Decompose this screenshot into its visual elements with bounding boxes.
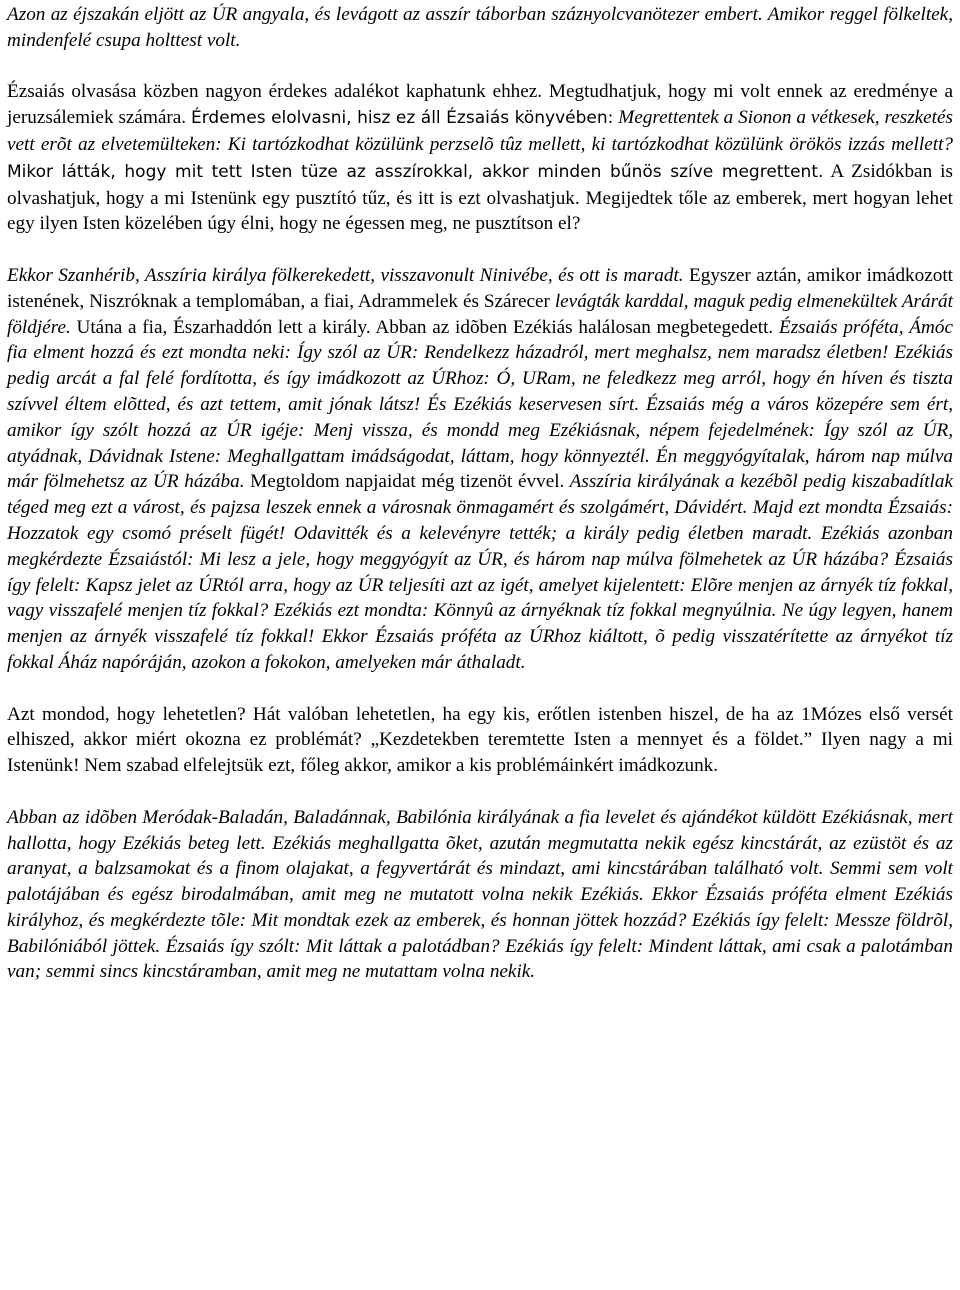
paragraph-1-text: Azon az éjszakán eljött az ÚR angyala, és levágott az asszír táborban százнyolcvanötezer embert. Amikor reggel fölkeltek, mindenfelé csupa holttest volt. (7, 4, 953, 51)
paragraph-3-text-h: Asszíria királyának a kezébõl pedig kiszabadítlak téged meg ezt a várost, és pajzsa leszek ennek a városnak önmagamért és szolgámért, Dávidért. Majd ezt mondta Ézsaiás: Hozzatok egy csomó préselt fügét! Odavitték és a kelevényre tették; a király pedig életben maradt. Ezékiás azonban megkérdezte Ézsaiástól: Mi lesz a jele, hogy meggyógyít az ÚR, és három nap múlva fölmehetek az ÚR házába? Ézsaiás így felelt: Kapsz jelet az ÚRtól arra, hogy az ÚR teljesíti azt az igét, amelyet kijelentett: Elõre menjen az árnyék tíz fokkal, vagy visszafelé menjen tíz fokkal? Ezékiás ezt mondta: Könnyû az árnyéknak tíz fokkal megnyúlnia. Ne úgy legyen, hanem menjen az árnyék visszafelé tíz fokkal! Ekkor Ézsaiás próféta az ÚRhoz kiáltott, õ pedig visszatérítette az árnyékot tíz fokkal Áház napóráján, azokon a fokokon, amelyeken már áthaladt. (7, 471, 953, 673)
paragraph-4 (7, 702, 953, 779)
paragraph-3-text-b: Egyszer aztán, amikor imádkozott istenének, Niszróknak a templomában, a fiai, Adrammelek és Szárecer (7, 264, 953, 312)
paragraph-3-text-g: Megtoldom napjaidat még tizenöt évvel. (244, 471, 565, 493)
paragraph-3-text-d: Utána a fia, Észarhaddón lett a király. Abban az idõben Ezékiás halálosan megbetegedett. (70, 316, 774, 338)
paragraph-gap (7, 237, 953, 263)
paragraph-2-text-c: Mikor látták, hogy mit tett Isten tüze az asszírokkal, akkor minden bűnös szíve megrettent. (7, 161, 824, 182)
paragraph-gap (7, 779, 953, 805)
paragraph-5 (7, 805, 953, 986)
paragraph-gap (7, 54, 953, 80)
paragraph-2-text-d: A Zsidókban is olvashatjuk, hogy a mi Istenünk egy pusztító tűz, és itt is ezt olvashatjuk. Megijedtek tőle az emberek, mert hogyan lehet egy ilyen Isten közelében úgy élni, hogy ne égessen meg, ne pusztítson el? (7, 160, 953, 235)
paragraph-3-text-f: Ezékiás pedig arcát a fal felé fordította, és így imádkozott az ÚRhoz: Ó, URam, ne feledkezz meg arról, hogy én híven és tiszta szívvel éltem elõtted, és azt tettem, amit jónak látsz! És Ezékiás keservesen sírt. Ézsaiás még a város közepére sem ért, amikor így szólt hozzá az ÚR igéje: Menj vissza, és mondd meg Ezékiásnak, népem fejedelmének: Így szól az ÚR, atyádnak, Dávidnak Istene: Meghallgattam imádságodat, láttam, hogy könnyeztél. Én meggyógyítalak, három nap múlva már fölmehetsz az ÚR házába. (7, 342, 953, 493)
paragraph-4-text: Azt mondod, hogy lehetetlen? Hát valóban lehetetlen, ha egy kis, erőtlen istenben hiszel, de ha az 1Mózes első versét elhiszed, akkor miért okozna ez problémát? „Kezdetekben teremtette Isten a mennyet és a földet.” Ilyen nagy a mi Istenünk! Nem szabad elfelejtsük ezt, főleg akkor, amikor a kis problémáinkért imádkozunk. (7, 703, 953, 777)
paragraph-1 (7, 2, 953, 54)
paragraph-2-text-a: Ézsaiás olvasása közben nagyon érdekes adalékot kaphatunk ehhez. Megtudhatjuk, hogy mi volt ennek az eredménye a jeruzsálemiek számára. (7, 81, 953, 129)
paragraph-3-text-c: levágták karddal, maguk pedig elmenekültek Arárát földjére. (7, 290, 953, 338)
paragraph-2-text-b: Érdemes elolvasni, hisz ez áll Ézsaiás könyvében: (191, 108, 614, 129)
paragraph-5-text: Abban az idõben Meródak-Baladán, Baladánnak, Babilónia királyának a fia levelet és ajándékot küldött Ezékiásnak, mert hallotta, hogy Ezékiás beteg lett. Ezékiás meghallgatta õket, azután megmutatta nekik egész kincstárát, az ezüstöt és az aranyat, a balzsamokat és a finom olajakat, a fegyvertárát és mindazt, ami kincstárában található volt. Semmi sem volt palotájában és egész birodalmában, amit meg ne mutatott volna nekik Ezékiás. Ekkor Ézsaiás próféta elment Ezékiás királyhoz, és megkérdezte tõle: Mit mondtak ezek az emberek, és honnan jöttek hozzád? Ezékiás így felelt: Messze földrõl, Babilóniából jöttek. Ézsaiás így szólt: Mit láttak a palotádban? Ezékiás így felelt: Mindent láttak, ami csak a palotámban van; semmi sincs kincstáramban, amit meg ne mutattam volna nekik. (7, 806, 953, 983)
paragraph-2 (7, 79, 953, 237)
paragraph-3-text-a: Ekkor Szanhérib, Asszíria királya fölkerekedett, visszavonult Ninivébe, és ott is maradt. (7, 264, 684, 286)
paragraph-2-quote: Megrettentek a Sionon a vétkesek, reszketés vett erõt az elvetemülteken: Ki tartózkodhat közülünk perzselõ tûz mellett, ki tartózkodhat közülünk örökös izzás mellett? (7, 107, 954, 155)
paragraph-gap (7, 676, 953, 702)
paragraph-3-text-e: Ézsaiás próféta, Ámóc fia elment hozzá és ezt mondta neki: Így szól az ÚR: Rendelkezz házadról, mert meghalsz, nem maradsz életben! (7, 316, 953, 364)
paragraph-3 (7, 263, 953, 676)
